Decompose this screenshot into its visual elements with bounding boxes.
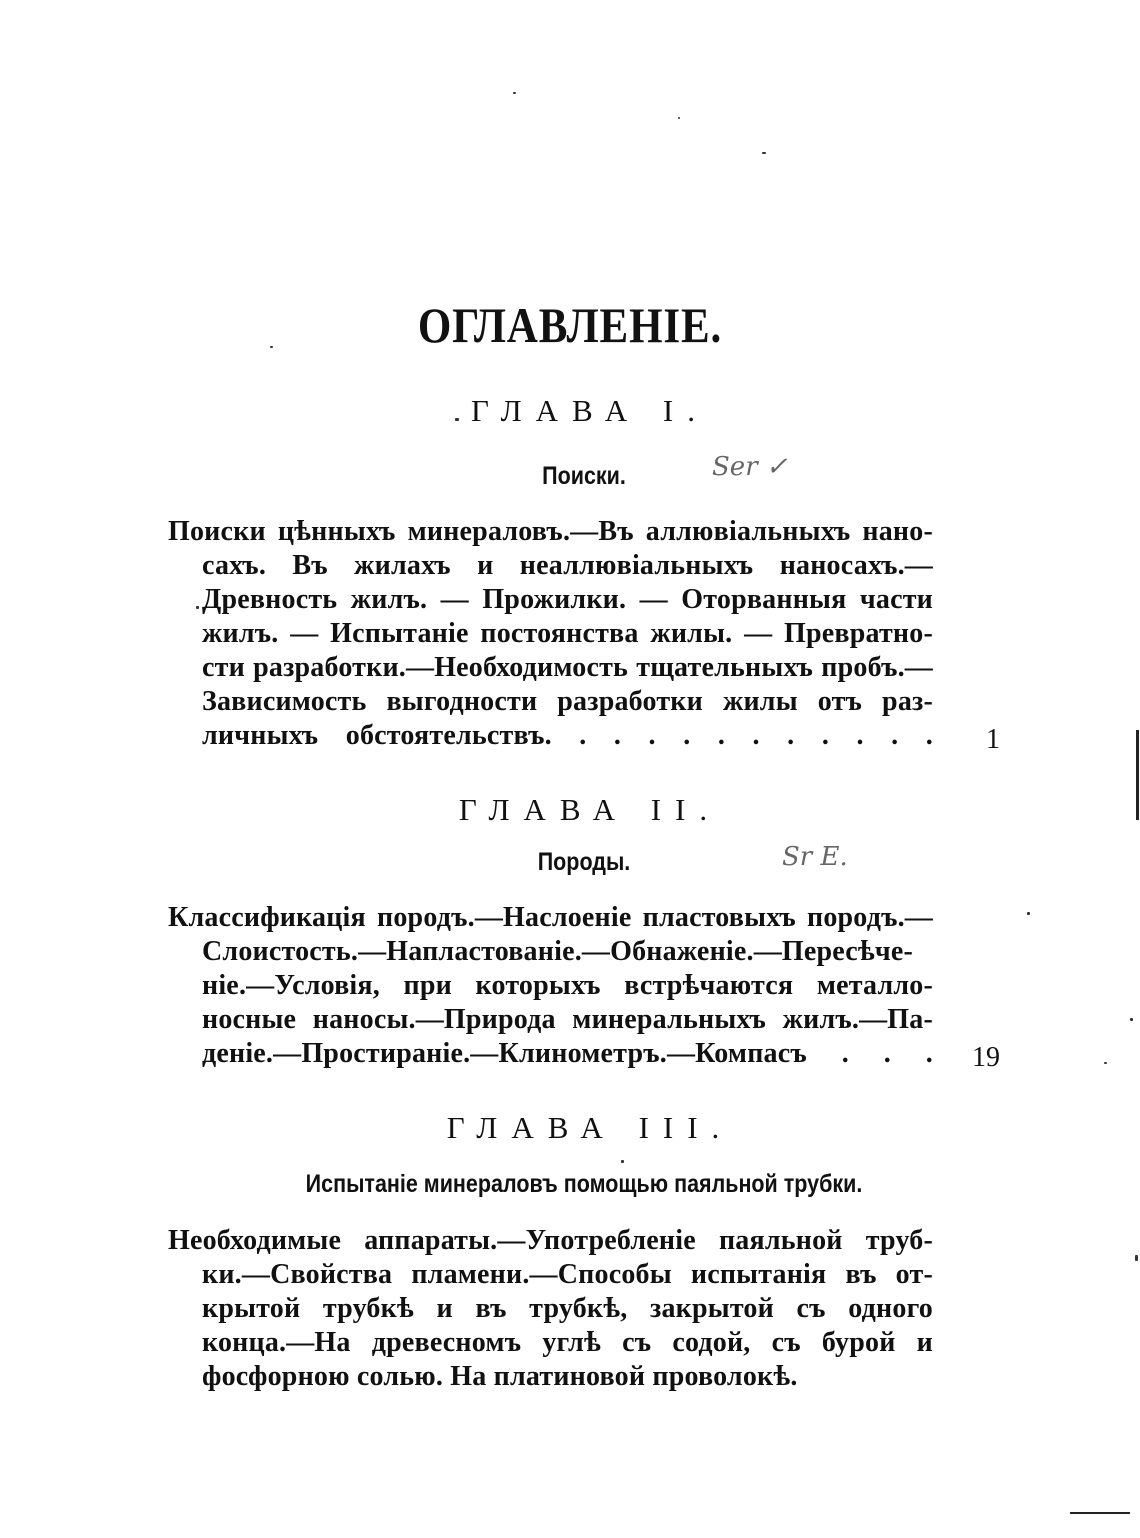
chapter-3-line-4: конца.—На древесномъ углѣ съ содой, съ бурой и (202, 1327, 933, 1358)
chapter-2-line-5: денiе.—Простиранiе.—Клинометръ.—Компасъ . . . (202, 1038, 933, 1069)
chapter-1-line-6: Зависимость выгодности разработки жилы отъ раз- (202, 686, 933, 717)
chapter-3-line-1: Необходимые аппараты.—Употребленiе паяльной труб- (168, 1225, 933, 1256)
chapter-1-contents (168, 515, 933, 753)
scan-speck (678, 117, 680, 119)
chapter-1-line-7: личныхъ обстоятельствъ. . . . . . . . . . . . (202, 720, 933, 751)
scan-speck (455, 418, 459, 421)
chapter-1-line-2: сахъ. Въ жилахъ и неаллювiальныхъ наносахъ.— (202, 550, 933, 581)
page-title: ОГЛАВЛЕНIЕ. (417, 297, 723, 353)
chapter-1-page-number: 1 (986, 724, 1000, 755)
chapter-1-line-1: Поиски цѣнныхъ минераловъ.—Въ аллювiальныхъ нано- (168, 516, 933, 547)
chapter-2-line-2: Слоистость.—Напластованiе.—Обнаженiе.—Пересѣче- (202, 936, 914, 967)
scan-speck (1104, 1062, 1107, 1064)
scan-speck (196, 606, 199, 609)
chapter-1-name: Поиски. (542, 462, 626, 490)
scan-speck (1027, 912, 1030, 915)
chapter-2-page-number: 19 (972, 1042, 1000, 1073)
chapter-3-line-5: фосфорною солью. На платиновой проволокѣ. (202, 1361, 798, 1392)
chapter-1-handwritten-note: Ser ✓ (712, 452, 788, 482)
chapter-2-label: ГЛАВА II. (458, 792, 722, 827)
chapter-1-label: ГЛАВА I. (471, 393, 709, 428)
chapter-1-line-3: Древность жилъ. — Прожилки. — Оторванныя части (202, 584, 933, 615)
chapter-1-line-4: жилъ. — Испытанiе постоянства жилы. — Превратно- (202, 618, 933, 649)
scan-speck (762, 152, 766, 154)
scan-speck (1135, 1255, 1138, 1261)
scan-speck (621, 1160, 624, 1163)
chapter-3-contents (168, 1224, 933, 1394)
chapter-2-handwritten-note: Sr E. (782, 842, 848, 872)
chapter-3-line-3: крытой трубкѣ и въ трубкѣ, закрытой съ одного (202, 1293, 933, 1324)
chapter-2-name: Породы. (537, 848, 631, 876)
scan-speck (270, 346, 273, 348)
chapter-2-line-4: носные наносы.—Природа минеральныхъ жилъ.—Па- (202, 1004, 933, 1035)
chapter-2-contents (168, 901, 933, 1071)
chapter-2-line-1: Классификацiя породъ.—Наслоенiе пластовыхъ породъ.— (168, 902, 933, 933)
scan-edge-mark (1070, 1512, 1130, 1514)
scan-speck (1130, 1018, 1133, 1021)
chapter-3-line-2: ки.—Свойства пламени.—Способы испытанiя въ от- (202, 1259, 933, 1290)
chapter-2-line-3: нiе.—Условiя, при которыхъ встрѣчаются металло- (202, 970, 933, 1001)
chapter-3-label: ГЛАВА III. (446, 1110, 734, 1145)
scan-edge-mark (1136, 730, 1139, 820)
scan-speck (513, 92, 516, 94)
chapter-3-name: Испытанiе минераловъ помощью паяльной трубки. (305, 1170, 863, 1198)
chapter-1-line-5: сти разработки.—Необходимость тщательныхъ пробъ.— (202, 652, 933, 683)
